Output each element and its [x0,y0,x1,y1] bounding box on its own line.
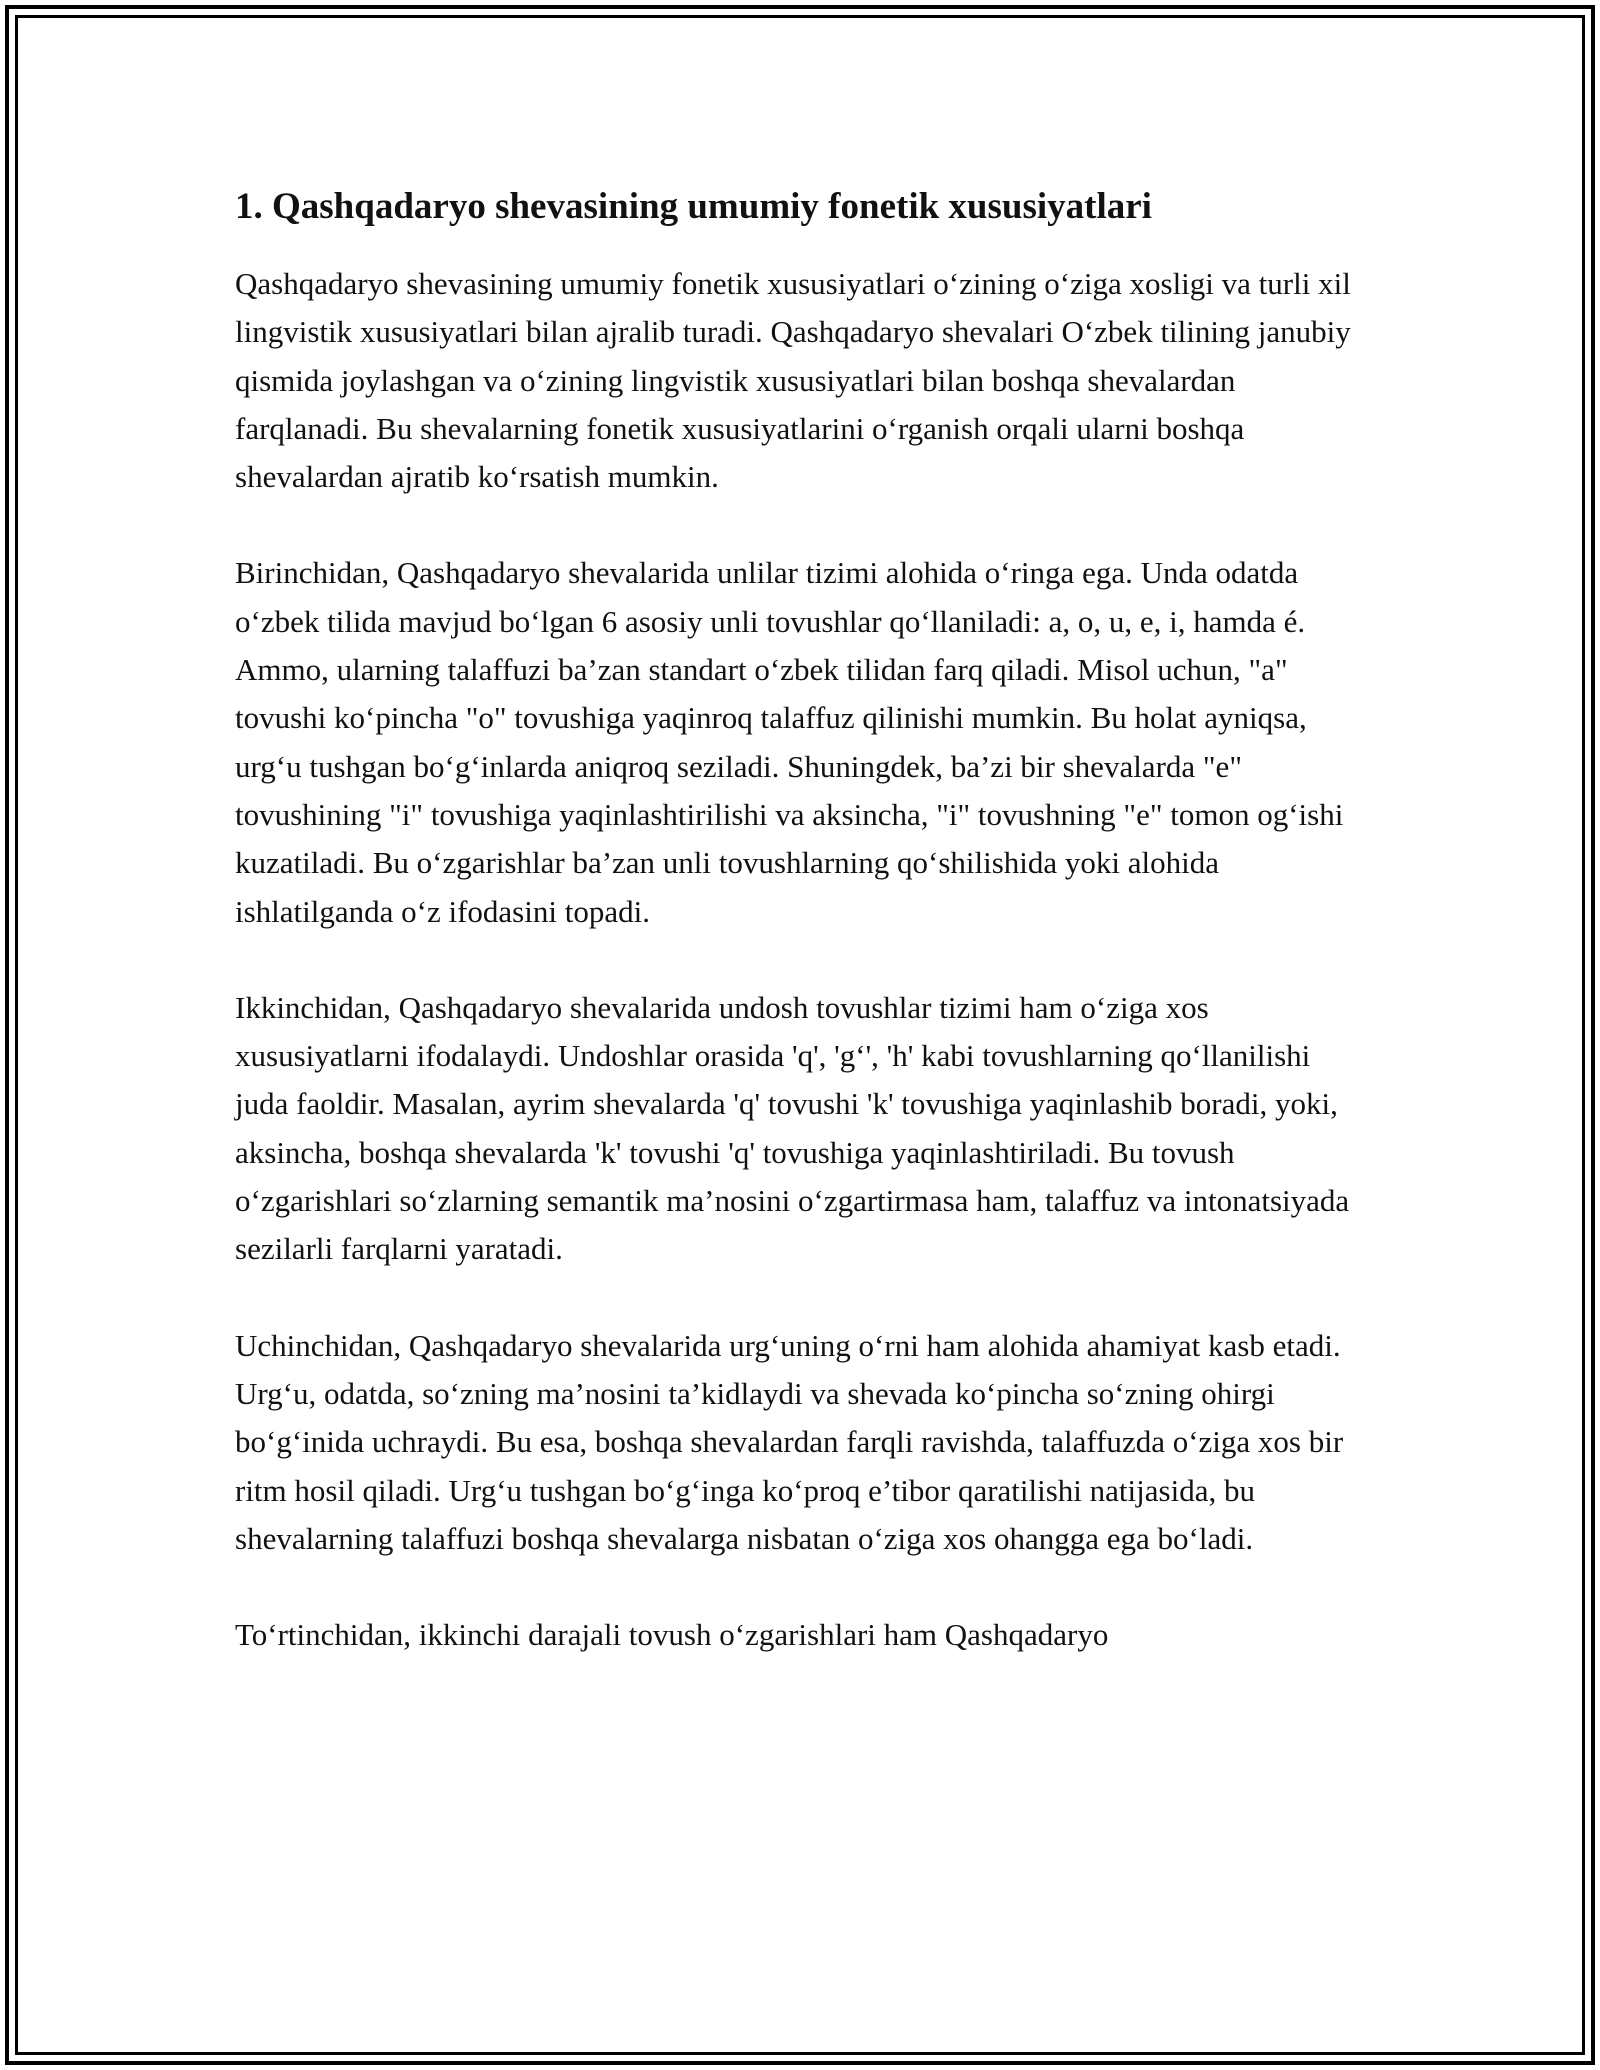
paragraph-consonants: Ikkinchidan, Qashqadaryo shevalarida undosh tovushlar tizimi ham o‘ziga xos xususiyatlarni ifodalaydi. Undoshlar orasida 'q', 'g‘', 'h' kabi tovushlarning qo‘llanilishi juda faoldir. Masalan, ayrim shevalarda 'q' tovushi 'k' tovushiga yaqinlashib boradi, yoki, aksincha, boshqa shevalarda 'k' tovushi 'q' tovushiga yaqinlashtiriladi. Bu tovush o‘zgarishlari so‘zlarning semantik ma’nosini o‘zgartirmasa ham, talaffuz va intonatsiyada sezilarli farqlarni yaratadi. [235,989,1350,1267]
paragraph-intro: Qashqadaryo shevasining umumiy fonetik xususiyatlari o‘zining o‘ziga xosligi va turli xil lingvistik xususiyatlari bilan ajralib turadi. Qashqadaryo shevalari O‘zbek tilining janubiy qismida joylashgan va o‘zining lingvistik xususiyatlari bilan boshqa shevalardan farqlanadi. Bu shevalarning fonetik xususiyatlarini o‘rganish orqali ularni boshqa shevalardan ajratib ko‘rsatish mumkin. [235,266,1351,495]
paragraph-secondary-changes: To‘rtinchidan, ikkinchi darajali tovush o‘zgarishlari ham Qashqadaryo [235,1617,1109,1653]
paragraph-stress: Uchinchidan, Qashqadaryo shevalarida urg‘uning o‘rni ham alohida ahamiyat kasb etadi. Urg‘u, odatda, so‘zning ma’nosini ta’kidlaydi va shevada ko‘pincha so‘zning ohirgi bo‘g‘inida uchraydi. Bu esa, boshqa shevalardan farqli ravishda, talaffuzda o‘ziga xos bir ritm hosil qiladi. Urg‘u tushgan bo‘g‘inga ko‘proq e’tibor qaratilishi natijasida, bu shevalarning talaffuzi boshqa shevalarga nisbatan o‘ziga xos ohangga ega bo‘ladi. [235,1327,1344,1556]
paragraph-vowels: Birinchidan, Qashqadaryo shevalarida unlilar tizimi alohida o‘ringa ega. Unda odatda o‘zbek tilida mavjud bo‘lgan 6 asosiy unli tovushlar qo‘llaniladi: a, o, u, e, i, hamda é. Ammo, ularning talaffuzi ba’zan standart o‘zbek tilidan farq qiladi. Misol uchun, "a" tovushi ko‘pincha "o" tovushiga yaqinroq talaffuz qilinishi mumkin. Bu holat ayniqsa, urg‘u tushgan bo‘g‘inlarda aniqroq seziladi. Shuningdek, ba’zi bir shevalarda "e" tovushining "i" tovushiga yaqinlashtirilishi va aksincha, "i" tovushning "e" tomon og‘ishi kuzatiladi. Bu o‘zgarishlar ba’zan unli tovushlarning qo‘shilishida yoki alohida ishlatilganda o‘z ifodasini topadi. [235,555,1344,929]
section-title: 1. Qashqadaryo shevasining umumiy fonetik xususiyatlari [235,186,1152,227]
document-body [235,184,1370,1707]
